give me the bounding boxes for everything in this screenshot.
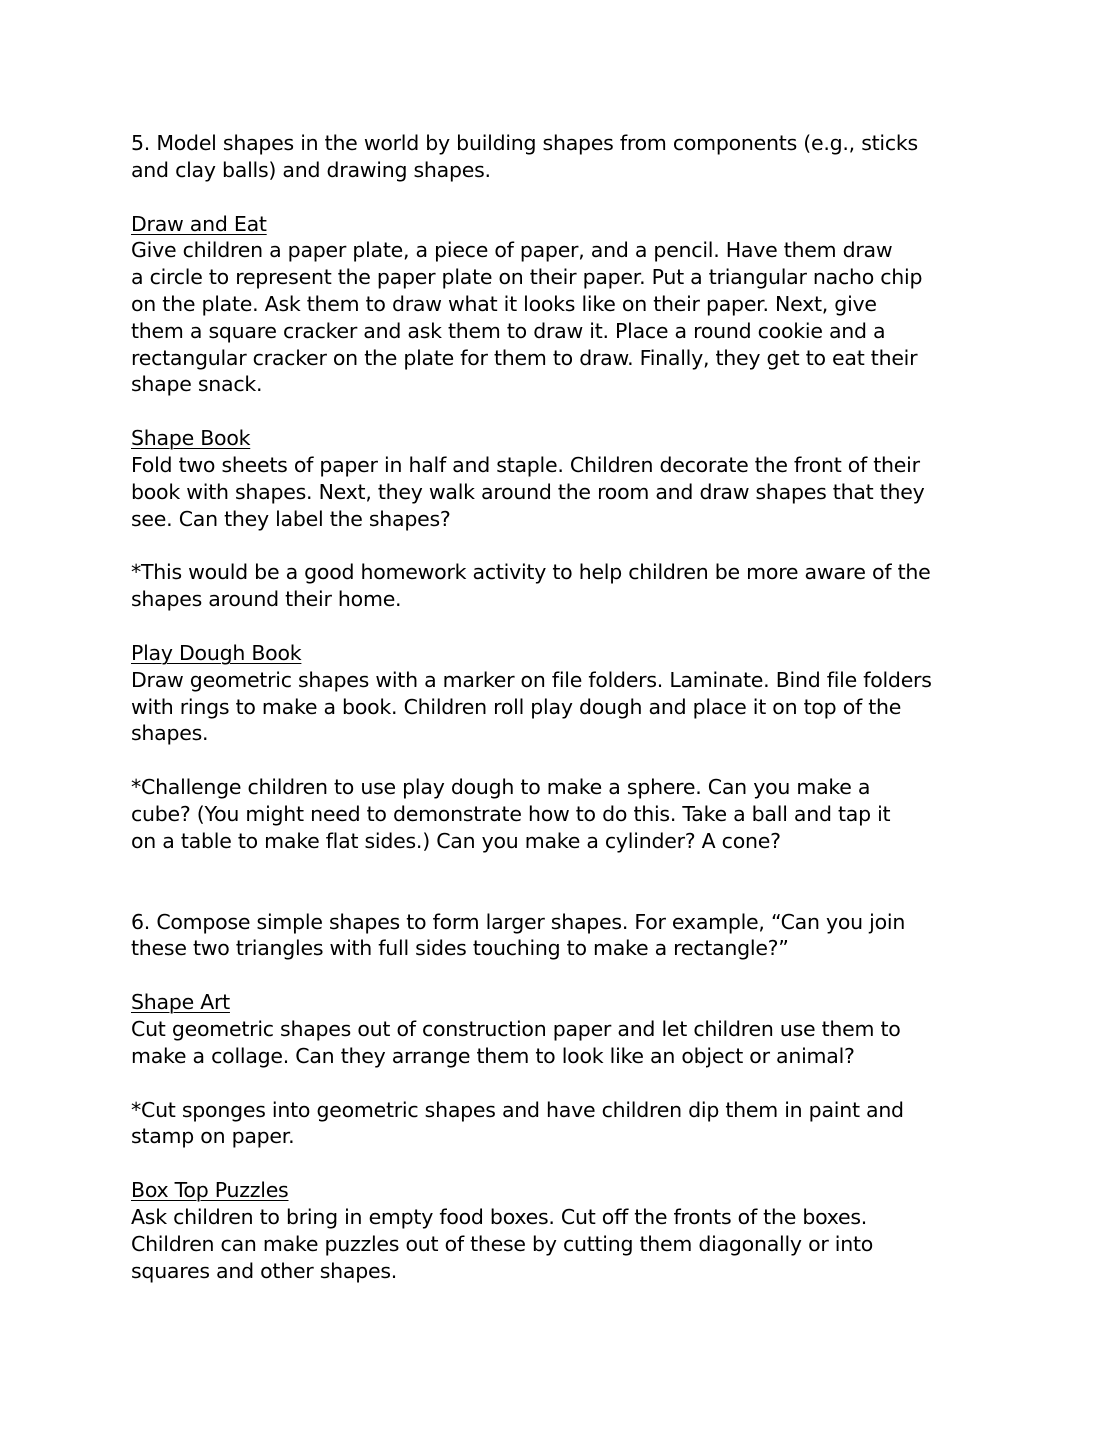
text-line: rectangular cracker on the plate for them to draw. Finally, they get to eat their [131, 345, 918, 370]
activity-heading: Shape Book [131, 426, 251, 451]
note-line: stamp on paper. [131, 1124, 295, 1149]
text-line: book with shapes. Next, they walk around the room and draw shapes that they [131, 479, 925, 504]
activity-heading: Draw and Eat [131, 211, 267, 236]
text-line: these two triangles with full sides touching to make a rectangle?” [131, 936, 789, 961]
activity-shape-art [131, 989, 1001, 1150]
text-line: make a collage. Can they arrange them to look like an object or animal? [131, 1043, 855, 1068]
activity-draw-and-eat [131, 211, 1001, 399]
activity-box-top-puzzles [131, 1177, 1001, 1284]
note-line: shapes around their home. [131, 587, 402, 612]
text-line: Fold two sheets of paper in half and staple. Children decorate the front of their [131, 452, 920, 477]
text-line: 6. Compose simple shapes to form larger shapes. For example, “Can you join [131, 909, 906, 934]
text-line: a circle to represent the paper plate on their paper. Put a triangular nacho chip [131, 265, 923, 290]
text-line: shapes. [131, 721, 209, 746]
text-line: 5. Model shapes in the world by building shapes from components (e.g., sticks [131, 131, 918, 155]
standard-5-text [131, 130, 1001, 184]
text-line: them a square cracker and ask them to draw it. Place a round cookie and a [131, 318, 886, 343]
activity-play-dough-book [131, 640, 1001, 855]
activity-shape-book [131, 425, 1001, 613]
text-line: with rings to make a book. Children roll play dough and place it on top of the [131, 694, 902, 719]
note-line: *This would be a good homework activity to help children be more aware of the [131, 560, 931, 585]
text-line: on the plate. Ask them to draw what it looks like on their paper. Next, give [131, 291, 877, 316]
activity-heading: Shape Art [131, 990, 230, 1015]
text-line: Draw geometric shapes with a marker on file folders. Laminate. Bind file folders [131, 667, 932, 692]
text-line: and clay balls) and drawing shapes. [131, 157, 491, 182]
text-line: Children can make puzzles out of these by cutting them diagonally or into [131, 1231, 874, 1256]
document-page [131, 130, 1001, 1284]
text-line: shape snack. [131, 372, 263, 397]
text-line: squares and other shapes. [131, 1258, 398, 1283]
text-line: Give children a paper plate, a piece of paper, and a pencil. Have them draw [131, 238, 893, 263]
activity-heading: Play Dough Book [131, 640, 302, 665]
standard-6-text [131, 909, 1001, 963]
activity-heading: Box Top Puzzles [131, 1178, 289, 1203]
text-line: Cut geometric shapes out of construction paper and let children use them to [131, 1016, 901, 1041]
note-line: *Challenge children to use play dough to make a sphere. Can you make a [131, 775, 871, 800]
note-line: cube? (You might need to demonstrate how to do this. Take a ball and tap it [131, 801, 891, 826]
note-line: *Cut sponges into geometric shapes and have children dip them in paint and [131, 1097, 904, 1122]
text-line: Ask children to bring in empty food boxes. Cut off the fronts of the boxes. [131, 1204, 868, 1229]
text-line: see. Can they label the shapes? [131, 506, 451, 531]
note-line: on a table to make flat sides.) Can you make a cylinder? A cone? [131, 828, 781, 853]
